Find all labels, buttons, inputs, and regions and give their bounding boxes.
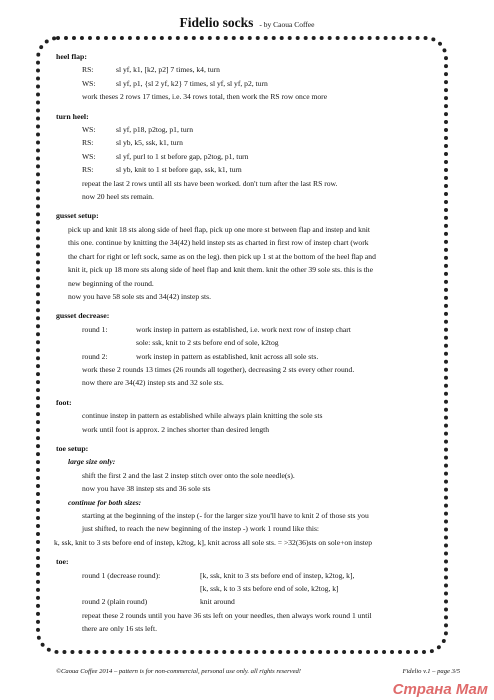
gusset-setup-line: knit it, pick up 18 more sts along side of heel flap and knit them. knit the other 39 sole sts. this is the <box>68 265 373 275</box>
toe-setup-line: now you have 38 instep sts and 36 sole sts <box>82 484 211 494</box>
toe-setup-line: starting at the beginning of the instep (- for the larger size you'll have to knit 2 of those sts you <box>82 511 369 520</box>
row-label: RS: <box>82 165 94 175</box>
foot-heading: foot: <box>56 397 72 407</box>
toe-setup-heading: toe setup: <box>56 443 89 453</box>
gusset-setup-line: this one. continue by knitting the 34(42) held instep sts as charted in first row of instep chart (work <box>68 238 369 248</box>
pattern-content <box>56 50 466 636</box>
row-text: sl yf, p1, {sl 2 yf, k2} 7 times, sl yf, sl yf, p2, turn <box>116 78 268 88</box>
large-size-heading: large size only: <box>68 457 116 467</box>
round-text: [k, ssk, knit to 3 sts before end of instep, k2tog, k], <box>200 570 355 580</box>
row-label: RS: <box>82 65 94 75</box>
gusset-decrease-heading: gusset decrease: <box>56 311 110 321</box>
site-watermark: Страна Мам <box>392 681 488 698</box>
gusset-setup-heading: gusset setup: <box>56 211 99 221</box>
gusset-decrease-note: now there are 34(42) instep sts and 32 sole sts. <box>82 378 224 388</box>
row-label: WS: <box>82 151 96 161</box>
row-label: WS: <box>82 78 96 88</box>
round-text: work instep in pattern as established, i.e. work next row of instep chart <box>136 324 351 334</box>
round-label: round 2 (plain round) <box>82 597 148 607</box>
foot-line: continue instep in pattern as established while always plain knitting the sole sts <box>82 411 323 421</box>
gusset-decrease-note: work these 2 rounds 13 times (26 rounds all together), decreasing 2 sts every other round. <box>82 364 355 374</box>
turn-heel-note: repeat the last 2 rows until all sts have been worked. don't turn after the last RS row. <box>82 178 338 188</box>
page-footer <box>56 668 460 675</box>
row-text: sl yf, p18, p2tog, p1, turn <box>116 125 193 135</box>
row-text: sl yf, k1, [k2, p2] 7 times, k4, turn <box>116 65 220 75</box>
gusset-round-2 <box>56 350 466 363</box>
toe-note: there are only 16 sts left. <box>82 624 158 634</box>
copyright-text: ©Caoua Coffee 2014 – pattern is for non-commercial, personal use only. all rights reserved! <box>56 668 301 675</box>
page-number: Fidelio v.1 – page 3/5 <box>402 668 460 675</box>
both-sizes-heading: continue for both sizes: <box>68 497 142 507</box>
toe-note: repeat these 2 rounds until you have 36 sts left on your needles, then always work round 1 until <box>82 610 372 620</box>
gusset-round-1 <box>56 323 466 336</box>
toe-round-1 <box>56 569 466 582</box>
round-text: knit around <box>200 597 235 607</box>
round-label: round 1: <box>82 324 108 334</box>
row-text: sl yb, k5, ssk, k1, turn <box>116 138 183 148</box>
turn-heel-row <box>56 136 466 149</box>
heel-flap-heading: heel flap: <box>56 52 87 61</box>
row-text: sl yf, purl to 1 st before gap, p2tog, p1, turn <box>116 151 249 161</box>
row-text: sl yb, knit to 1 st before gap, ssk, k1, turn <box>116 165 242 175</box>
page-header <box>0 14 494 32</box>
toe-setup-line: just shifted, to reach the new beginning of the instep -) work 1 round like this: <box>82 524 320 534</box>
gusset-round-1-sole: sole: ssk, knit to 2 sts before end of sole, k2tog <box>136 338 279 348</box>
gusset-setup-line: the chart for right or left sock, same as on the leg). then pick up 1 st at the bottom of the heel flap and <box>68 251 376 261</box>
turn-heel-heading: turn heel: <box>56 111 89 121</box>
heel-flap-note: work theses 2 rows 17 times, i.e. 34 rows total, then work the RS row once more <box>82 92 328 102</box>
row-label: RS: <box>82 138 94 148</box>
byline: - by Caoua Coffee <box>259 20 315 29</box>
gusset-setup-line: new beginning of the round. <box>68 278 154 288</box>
heel-flap-ws-row <box>56 77 466 90</box>
row-label: WS: <box>82 125 96 135</box>
toe-heading: toe: <box>56 557 69 567</box>
toe-round-1-sole: [k, ssk, k to 3 sts before end of sole, k2tog, k] <box>200 584 339 594</box>
gusset-setup-note: now you have 58 sole sts and 34(42) instep sts. <box>68 291 212 301</box>
round-text: work instep in pattern as established, knit across all sole sts. <box>136 351 319 361</box>
page-title: Fidelio socks <box>179 15 254 30</box>
toe-setup-line: shift the first 2 and the last 2 instep stitch over onto the sole needle(s). <box>82 470 295 480</box>
foot-line: work until foot is approx. 2 inches shorter than desired length <box>82 424 270 434</box>
toe-round-2 <box>56 595 466 608</box>
round-label: round 2: <box>82 351 108 361</box>
round-label: round 1 (decrease round): <box>82 570 161 580</box>
heel-flap-rs-row <box>56 63 466 76</box>
turn-heel-note: now 20 heel sts remain. <box>82 192 154 202</box>
gusset-setup-line: pick up and knit 18 sts along side of heel flap, pick up one more st between flap and instep and knit <box>68 224 370 234</box>
turn-heel-row <box>56 123 466 136</box>
toe-setup-line: k, ssk, knit to 3 sts before end of instep, k2tog, k], knit across all sole sts. = >32(36)sts on sole+on instep <box>54 537 373 547</box>
turn-heel-row <box>56 150 466 163</box>
turn-heel-row <box>56 163 466 176</box>
